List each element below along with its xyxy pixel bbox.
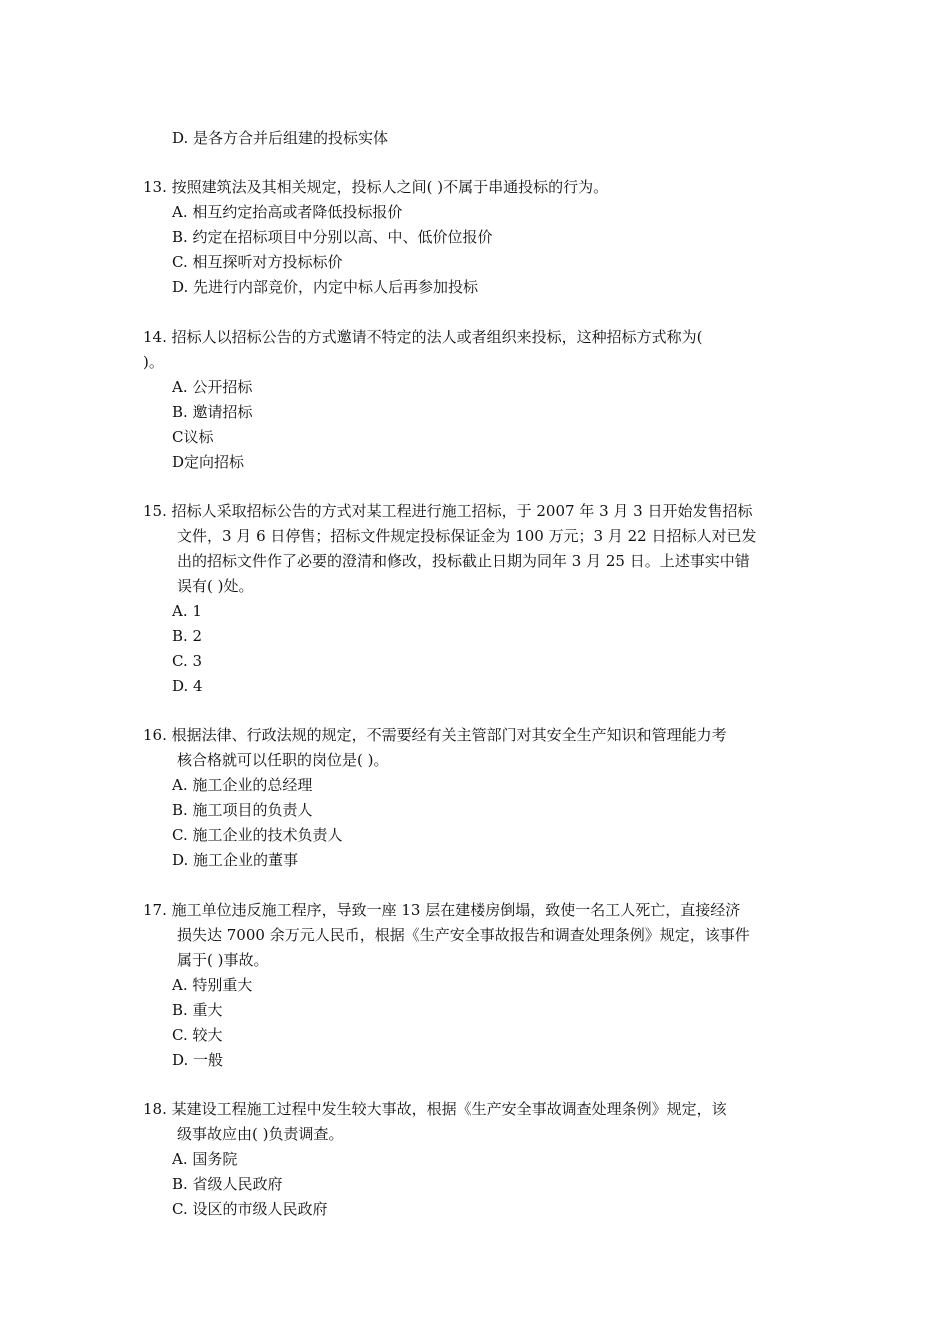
option-item: A. 施工企业的总经理 bbox=[172, 776, 313, 794]
question-18-text: 18. 某建设工程施工过程中发生较大事故，根据《生产安全事故调查处理条例》规定，该 bbox=[143, 1100, 727, 1118]
question-17-text-cont: 损失达 7000 余万元人民币，根据《生产安全事故报告和调查处理条例》规定，该事件 bbox=[177, 926, 750, 944]
question-14-text: 14. 招标人以招标公告的方式邀请不特定的法人或者组织来投标，这种招标方式称为( bbox=[143, 328, 703, 346]
option-item: B. 约定在招标项目中分别以高、中、低价位报价 bbox=[172, 228, 493, 246]
question-18-text-cont: 级事故应由( )负责调查。 bbox=[177, 1125, 344, 1143]
question-17-text-cont: 属于( )事故。 bbox=[177, 951, 269, 969]
option-item: A. 相互约定抬高或者降低投标报价 bbox=[172, 203, 403, 221]
question-14-text-cont: )。 bbox=[143, 353, 164, 371]
option-item: D. 先进行内部竞价，内定中标人后再参加投标 bbox=[172, 278, 479, 296]
option-item: A. 1 bbox=[172, 602, 202, 620]
option-item: C. 设区的市级人民政府 bbox=[172, 1200, 328, 1218]
question-15-text-cont: 误有( )处。 bbox=[177, 577, 254, 595]
question-16-text-cont: 核合格就可以任职的岗位是( )。 bbox=[177, 751, 389, 769]
option-item: D定向招标 bbox=[172, 453, 245, 471]
option-item: C. 较大 bbox=[172, 1026, 223, 1044]
question-16-text: 16. 根据法律、行政法规的规定，不需要经有关主管部门对其安全生产知识和管理能力考 bbox=[143, 726, 727, 744]
option-item: D. 施工企业的董事 bbox=[172, 851, 299, 869]
question-15-text-cont: 文件，3 月 6 日停售；招标文件规定投标保证金为 100 万元；3 月 22 日招标人对已发 bbox=[177, 527, 757, 545]
option-item: D. 4 bbox=[172, 677, 203, 695]
option-item: B. 施工项目的负责人 bbox=[172, 801, 313, 819]
option-item: B. 重大 bbox=[172, 1001, 223, 1019]
option-item: A. 特别重大 bbox=[172, 976, 253, 994]
option-item: C. 3 bbox=[172, 652, 203, 670]
option-item: D. 一般 bbox=[172, 1051, 224, 1069]
option-item: A. 国务院 bbox=[172, 1150, 238, 1168]
option-item: D. 是各方合并后组建的投标实体 bbox=[172, 129, 389, 147]
option-item: C. 施工企业的技术负责人 bbox=[172, 826, 343, 844]
question-15-text: 15. 招标人采取招标公告的方式对某工程进行施工招标，于 2007 年 3 月 3 日开始发售招标 bbox=[143, 502, 753, 520]
option-item: B. 2 bbox=[172, 627, 203, 645]
option-item: C议标 bbox=[172, 428, 214, 446]
question-13-text: 13. 按照建筑法及其相关规定，投标人之间( )不属于串通投标的行为。 bbox=[143, 178, 609, 196]
option-item: B. 省级人民政府 bbox=[172, 1175, 283, 1193]
question-17-text: 17. 施工单位违反施工程序，导致一座 13 层在建楼房倒塌，致使一名工人死亡，直接经济 bbox=[143, 901, 741, 919]
option-item: A. 公开招标 bbox=[172, 378, 253, 396]
option-item: C. 相互探听对方投标标价 bbox=[172, 253, 343, 271]
option-item: B. 邀请招标 bbox=[172, 403, 253, 421]
question-15-text-cont: 出的招标文件作了必要的澄清和修改，投标截止日期为同年 3 月 25 日。上述事实中错 bbox=[177, 552, 750, 570]
